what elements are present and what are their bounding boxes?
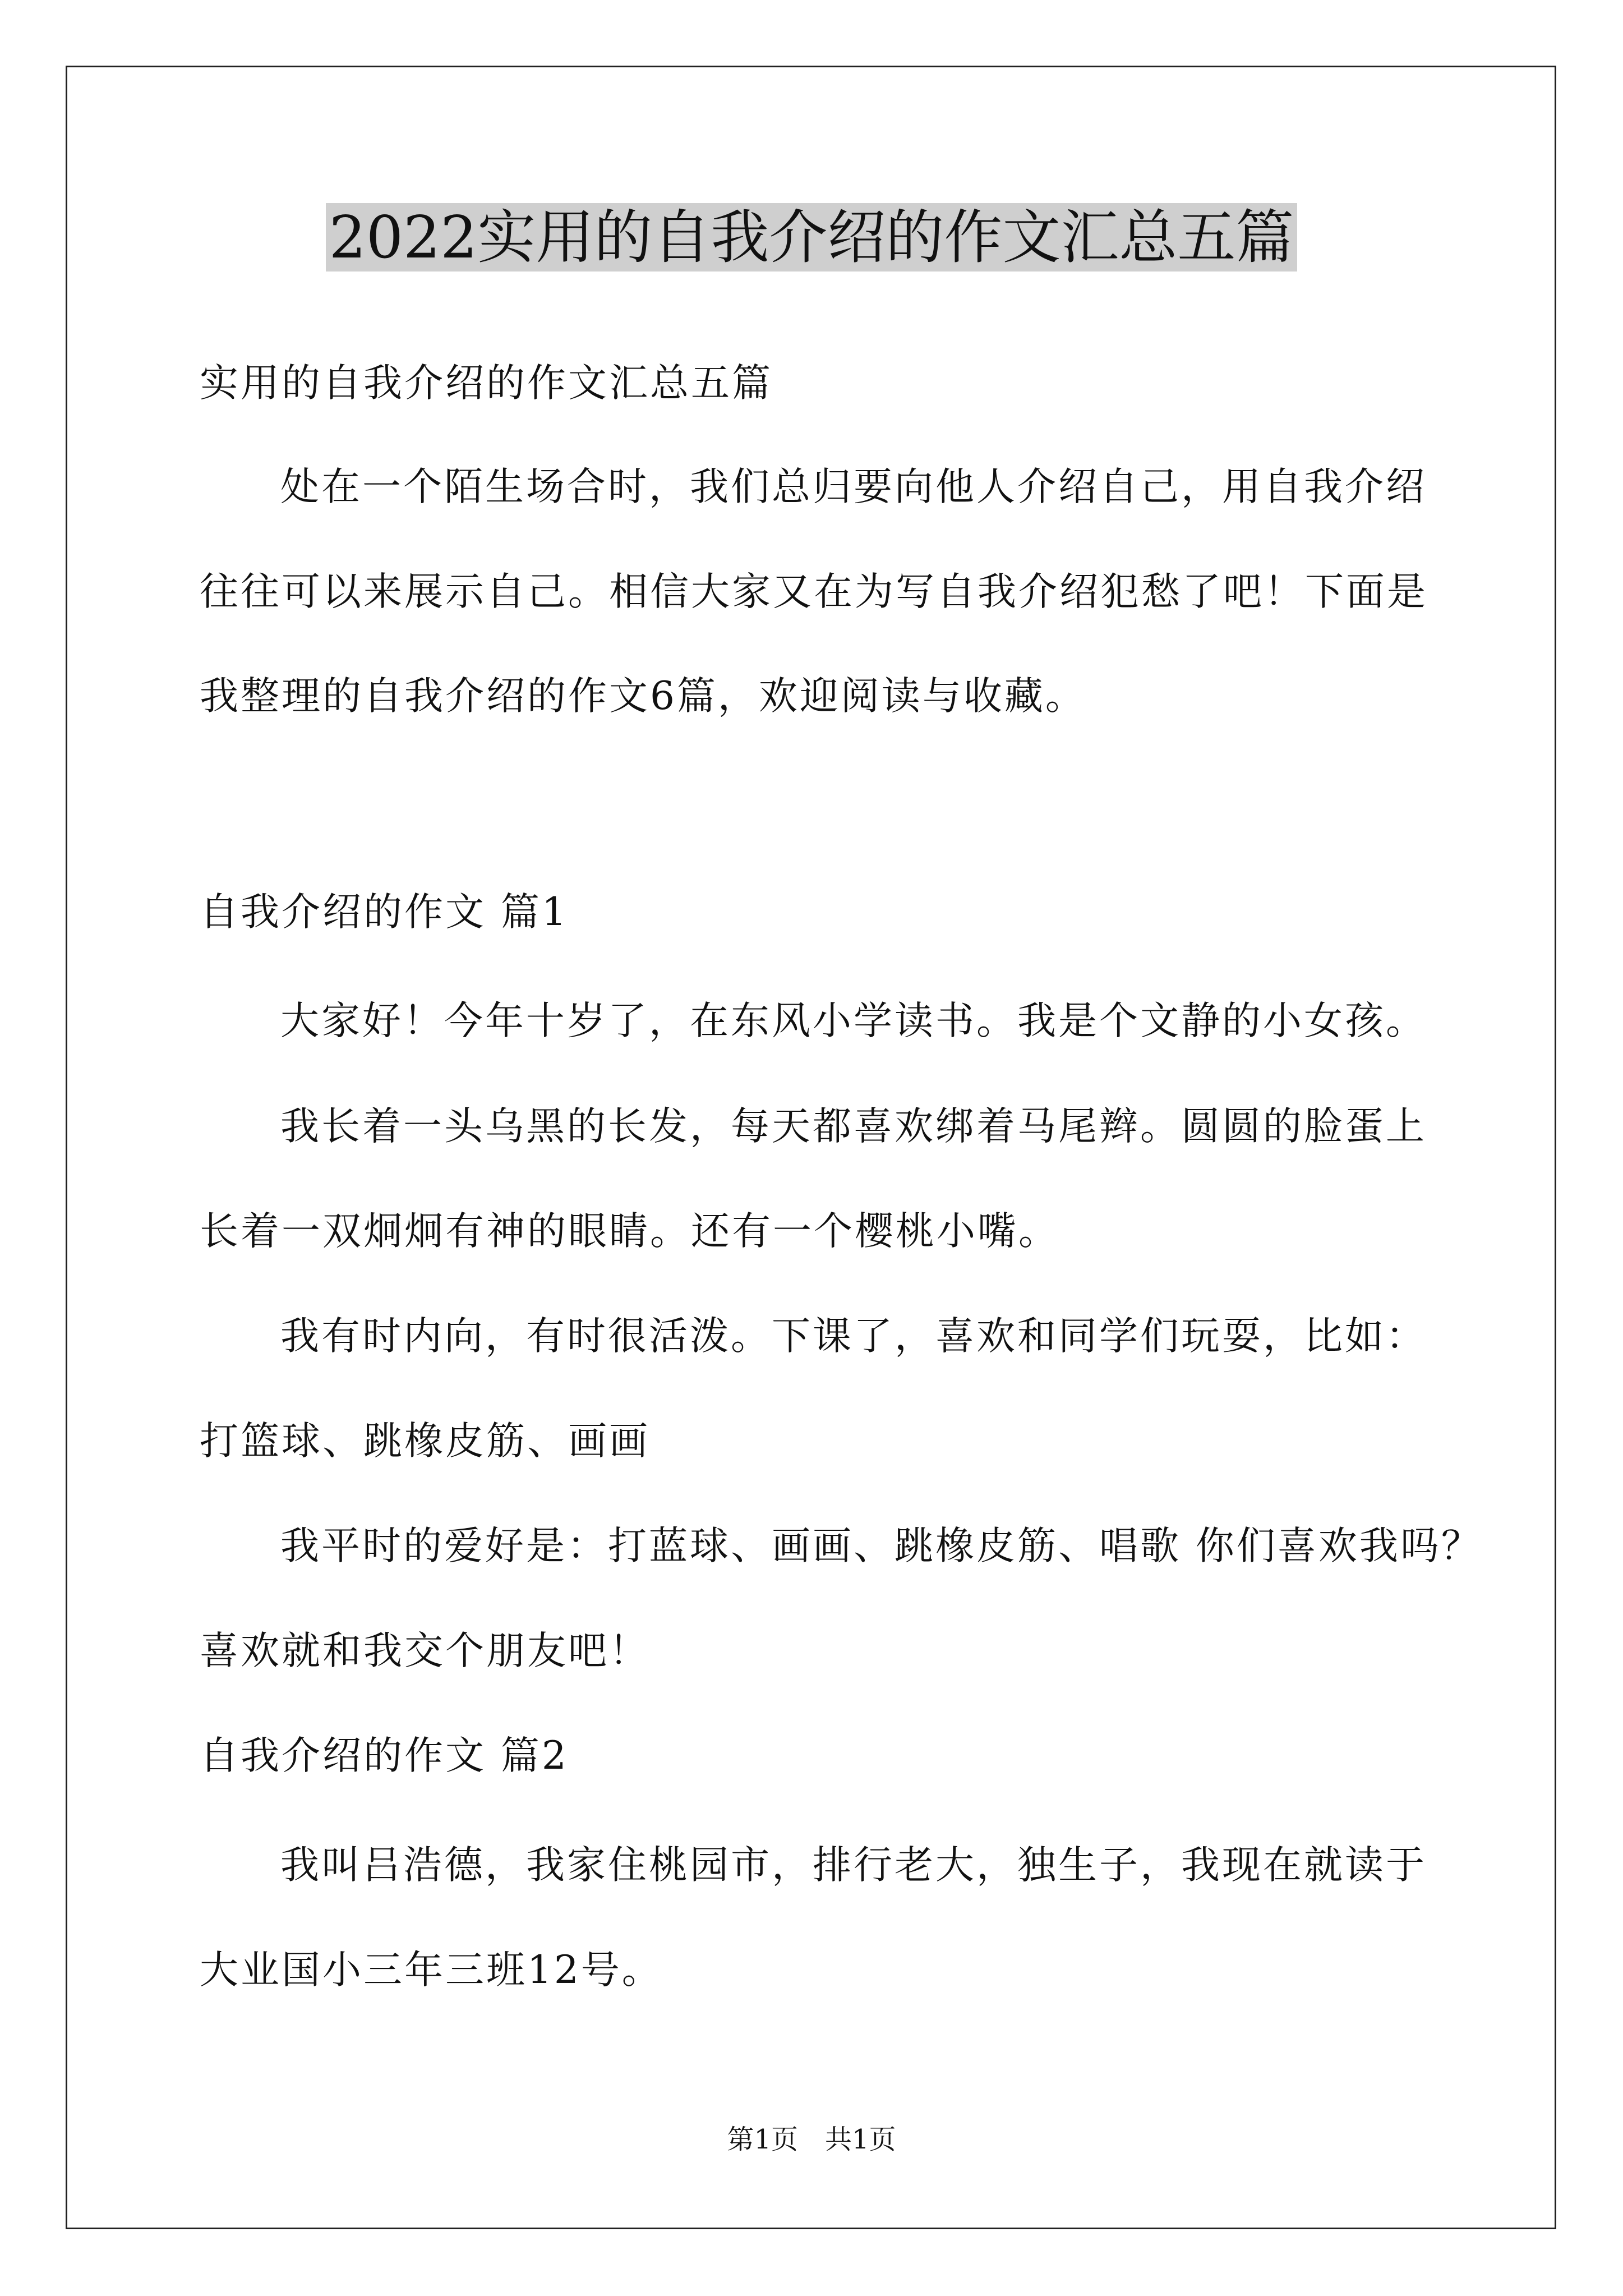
- section-heading-1: 自我介绍的作文 篇1: [200, 890, 569, 935]
- paragraph-line: 我平时的爱好是：打蓝球、画画、跳橡皮筋、唱歌 你们喜欢我吗？: [280, 1524, 1482, 1568]
- paragraph-line: 我长着一头乌黑的长发，每天都喜欢绑着马尾辫。圆圆的脸蛋上: [280, 1104, 1427, 1149]
- section-heading-2: 自我介绍的作文 篇2: [200, 1733, 569, 1778]
- paragraph-line: 我叫吕浩德，我家住桃园市，排行老大，独生子，我现在就读于: [280, 1843, 1427, 1888]
- paragraph-line: 大家好！今年十岁了，在东风小学读书。我是个文静的小女孩。: [280, 999, 1427, 1043]
- paragraph-line: 我有时内向，有时很活泼。下课了，喜欢和同学们玩耍，比如：: [280, 1314, 1427, 1359]
- paragraph-line: 长着一双炯炯有神的眼睛。还有一个樱桃小嘴。: [200, 1209, 1059, 1254]
- page-footer: 第1页 共1页: [727, 2124, 896, 2155]
- paragraph-line: 我整理的自我介绍的作文6篇，欢迎阅读与收藏。: [200, 674, 1086, 719]
- paragraph-line: 喜欢就和我交个朋友吧！: [200, 1628, 650, 1673]
- subtitle-line: 实用的自我介绍的作文汇总五篇: [200, 361, 773, 406]
- paragraph-line: 大业国小三年三班12号。: [200, 1948, 663, 1993]
- document-title: 2022实用的自我介绍的作文汇总五篇: [0, 201, 1623, 274]
- paragraph-line: 往往可以来展示自己。相信大家又在为写自我介绍犯愁了吧！下面是: [200, 569, 1428, 614]
- paragraph-line: 打篮球、跳橡皮筋、画画: [200, 1419, 650, 1464]
- paragraph-line: 处在一个陌生场合时，我们总归要向他人介绍自己，用自我介绍: [280, 464, 1427, 509]
